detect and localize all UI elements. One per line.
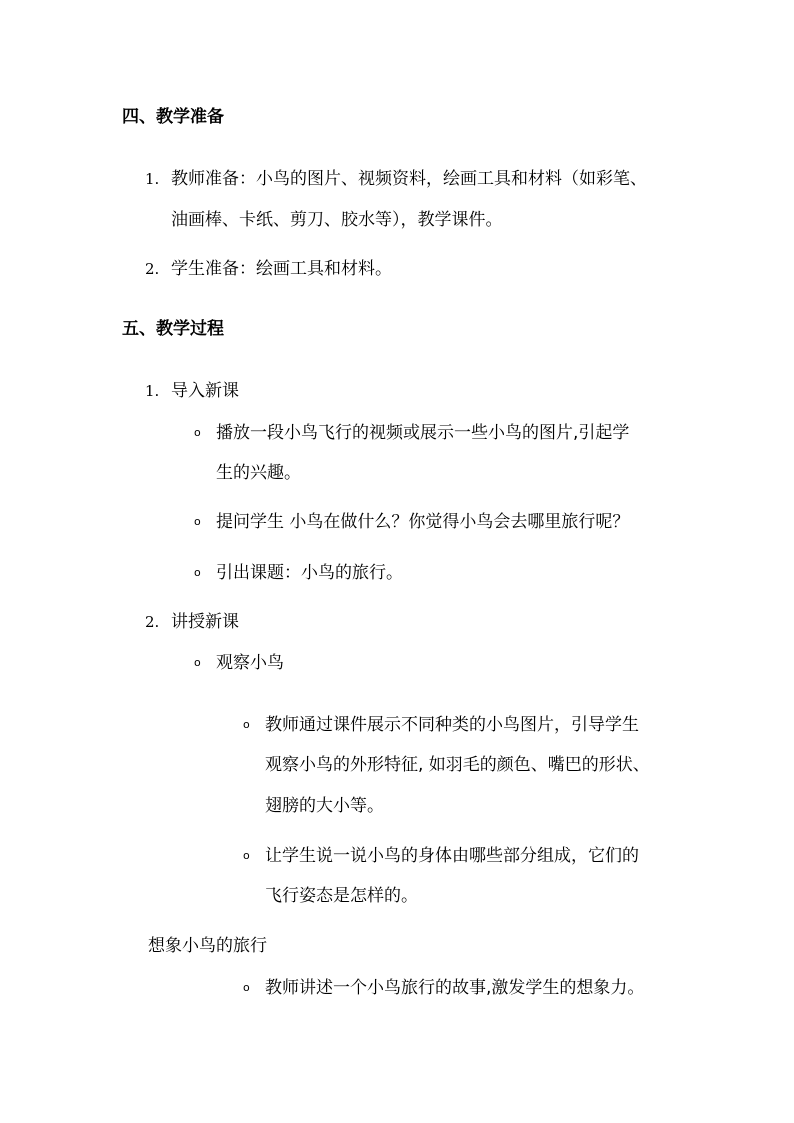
bullet-icon: o bbox=[194, 656, 201, 669]
bullet-icon: o bbox=[243, 718, 250, 731]
bullet-item bbox=[194, 511, 629, 533]
bullet-text-continued: 观察小鸟的外形特征, 如羽毛的颜色、嘴巴的形状、 bbox=[265, 755, 650, 775]
bullet-item bbox=[194, 422, 629, 444]
bullet-item bbox=[194, 562, 403, 584]
bullet-text: 观察小鸟 bbox=[216, 653, 284, 673]
bullet-icon: o bbox=[243, 849, 250, 862]
list-item-introduce-lesson bbox=[145, 380, 239, 402]
bullet-text: 播放一段小鸟飞行的视频或展示一些小鸟的图片,引起学 bbox=[216, 423, 630, 443]
bullet-text-continued: 飞行姿态是怎样的。 bbox=[265, 886, 418, 906]
bullet-text: 引出课题：小鸟的旅行。 bbox=[216, 563, 403, 583]
list-item-teach-new-lesson bbox=[145, 611, 239, 633]
bullet-icon: o bbox=[194, 426, 201, 439]
bullet-item bbox=[194, 652, 284, 674]
bullet-text: 提问学生 小鸟在做什么？你觉得小鸟会去哪里旅行呢？ bbox=[216, 512, 630, 532]
bullet-icon: o bbox=[194, 515, 201, 528]
list-item-text: 教师准备：小鸟的图片、视频资料，绘画工具和材料（如彩笔、 bbox=[171, 169, 647, 189]
heading-teaching-process: 五、教学过程 bbox=[122, 319, 224, 339]
list-number: 2. bbox=[145, 260, 160, 278]
list-item-student-prep bbox=[145, 258, 392, 280]
list-number: 1. bbox=[145, 382, 160, 400]
bullet-text: 教师通过课件展示不同种类的小鸟图片，引导学生 bbox=[265, 715, 639, 735]
list-item-text: 学生准备：绘画工具和材料。 bbox=[171, 259, 392, 279]
sub-bullet-item bbox=[243, 714, 639, 736]
bullet-text-continued: 翅膀的大小等。 bbox=[265, 796, 384, 816]
list-item-text: 导入新课 bbox=[171, 381, 239, 401]
bullet-text: 教师讲述一个小鸟旅行的故事,激发学生的想象力。 bbox=[265, 978, 645, 998]
list-item-teacher-prep bbox=[145, 168, 647, 190]
bullet-icon: o bbox=[243, 981, 250, 994]
bullet-text: 让学生说一说小鸟的身体由哪些部分组成，它们的 bbox=[265, 846, 639, 866]
heading-teaching-preparation: 四、教学准备 bbox=[122, 107, 224, 127]
list-number: 2. bbox=[145, 613, 160, 631]
sub-bullet-item bbox=[243, 845, 639, 867]
sub-heading-imagine-journey: 想象小鸟的旅行 bbox=[148, 936, 267, 956]
list-item-text: 讲授新课 bbox=[171, 612, 239, 632]
list-item-text-continued: 油画棒、卡纸、剪刀、胶水等），教学课件。 bbox=[171, 210, 503, 230]
list-number: 1. bbox=[145, 170, 160, 188]
bullet-icon: o bbox=[194, 566, 201, 579]
bullet-text-continued: 生的兴趣。 bbox=[216, 463, 301, 483]
sub-bullet-item bbox=[243, 977, 644, 999]
